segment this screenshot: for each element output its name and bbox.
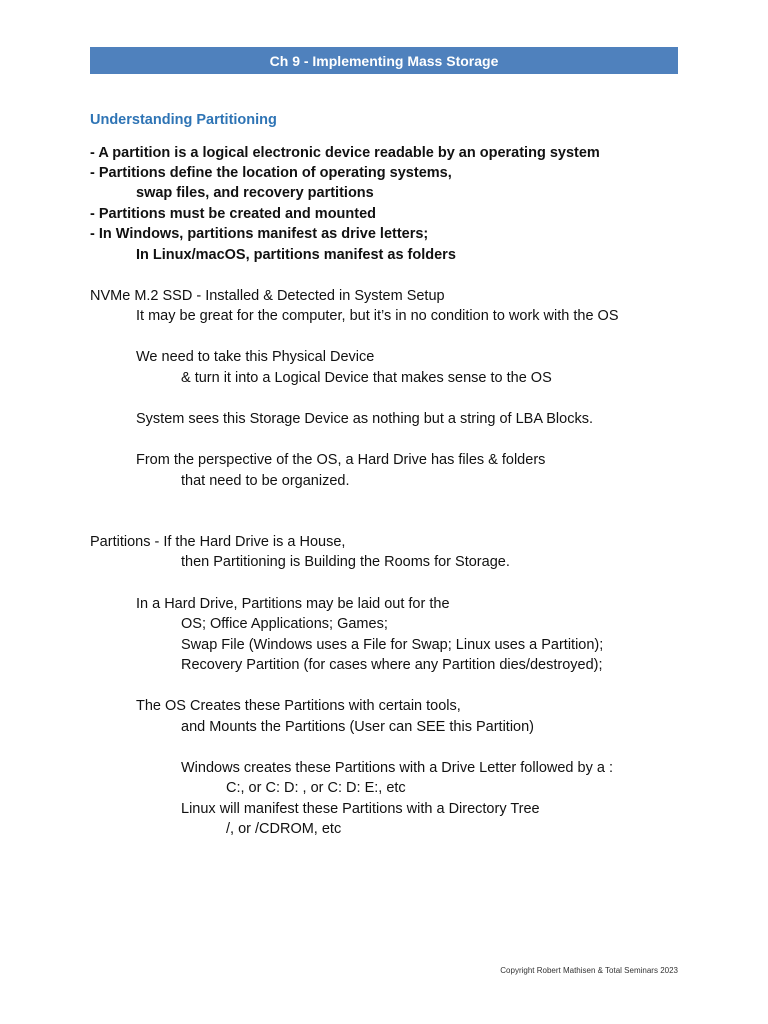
text-line: C:, or C: D: , or C: D: E:, etc bbox=[226, 780, 406, 796]
text-line: The OS Creates these Partitions with certain tools, bbox=[136, 698, 461, 714]
text-line: Recovery Partition (for cases where any Partition dies/destroyed); bbox=[181, 657, 603, 673]
bullet-line: - Partitions define the location of operating systems, bbox=[90, 165, 452, 181]
text-line: Swap File (Windows uses a File for Swap; Linux uses a Partition); bbox=[181, 637, 604, 653]
text-line: then Partitioning is Building the Rooms for Storage. bbox=[181, 554, 510, 570]
bullet-line: swap files, and recovery partitions bbox=[136, 185, 374, 201]
text-line: From the perspective of the OS, a Hard Drive has files & folders bbox=[136, 452, 546, 468]
text-line: In a Hard Drive, Partitions may be laid out for the bbox=[136, 596, 450, 612]
text-line: Windows creates these Partitions with a Drive Letter followed by a : bbox=[181, 760, 613, 776]
text-line: It may be great for the computer, but it’s in no condition to work with the OS bbox=[136, 308, 619, 324]
chapter-header-bar bbox=[90, 47, 678, 74]
chapter-title: Ch 9 - Implementing Mass Storage bbox=[269, 52, 499, 69]
text-line: and Mounts the Partitions (User can SEE this Partition) bbox=[181, 719, 534, 735]
section-heading: Understanding Partitioning bbox=[90, 112, 277, 128]
text-line: /, or /CDROM, etc bbox=[226, 821, 342, 837]
text-line: OS; Office Applications; Games; bbox=[181, 616, 388, 632]
bullet-line: - A partition is a logical electronic device readable by an operating system bbox=[90, 145, 600, 161]
bullet-line: - In Windows, partitions manifest as drive letters; bbox=[90, 226, 429, 242]
bullet-line: In Linux/macOS, partitions manifest as folders bbox=[136, 247, 456, 263]
text-line: We need to take this Physical Device bbox=[136, 349, 375, 365]
text-line: Linux will manifest these Partitions with a Directory Tree bbox=[181, 801, 540, 817]
text-line: & turn it into a Logical Device that makes sense to the OS bbox=[181, 370, 552, 386]
partitions-title: Partitions - If the Hard Drive is a House, bbox=[90, 534, 346, 550]
text-line: System sees this Storage Device as nothing but a string of LBA Blocks. bbox=[136, 411, 593, 427]
nvme-title: NVMe M.2 SSD - Installed & Detected in System Setup bbox=[90, 288, 445, 304]
text-line: that need to be organized. bbox=[181, 473, 350, 489]
copyright-footer: Copyright Robert Mathisen & Total Seminars 2023 bbox=[500, 966, 678, 975]
bullet-line: - Partitions must be created and mounted bbox=[90, 206, 377, 222]
